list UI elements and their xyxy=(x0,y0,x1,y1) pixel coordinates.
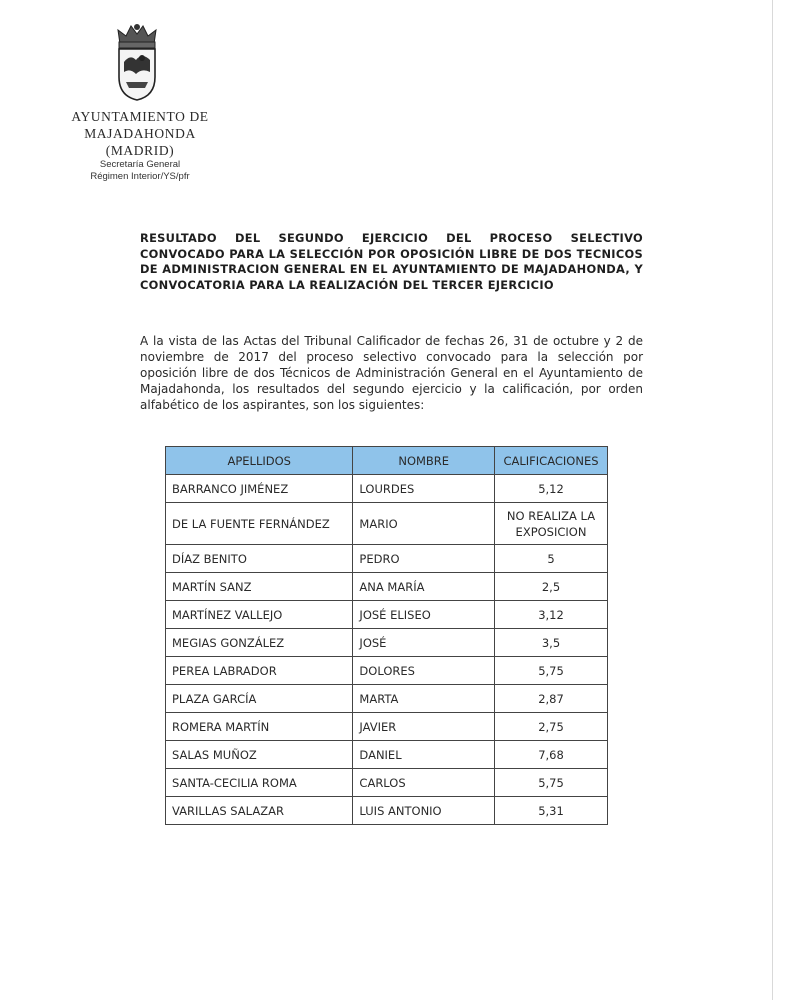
column-header-calificaciones: CALIFICACIONES xyxy=(495,447,608,475)
cell-calificacion: 5 xyxy=(495,545,608,573)
letterhead xyxy=(60,108,220,183)
cell-apellidos: VARILLAS SALAZAR xyxy=(166,797,353,825)
cell-calificacion: 5,12 xyxy=(495,475,608,503)
cell-nombre: DANIEL xyxy=(353,741,495,769)
table-header-row xyxy=(166,447,608,475)
cell-calificacion: 2,87 xyxy=(495,685,608,713)
intro-paragraph: A la vista de las Actas del Tribunal Calificador de fechas 26, 31 de octubre y 2 de noviembre de 2017 del proceso selectivo convocado para la selección por oposición libre de dos Técnicos de Administración General en el Ayuntamiento de Majadahonda, los resultados del segundo ejercicio y la calificación, por orden alfabético de los aspirantes, son los siguientes: xyxy=(140,334,643,412)
cell-apellidos: MARTÍNEZ VALLEJO xyxy=(166,601,353,629)
cell-apellidos: SANTA-CECILIA ROMA xyxy=(166,769,353,797)
cell-apellidos: BARRANCO JIMÉNEZ xyxy=(166,475,353,503)
department-label: Secretaría General xyxy=(99,159,181,170)
letterhead-line-1: AYUNTAMIENTO DE xyxy=(71,109,209,124)
table-row xyxy=(166,713,608,741)
column-header-nombre: NOMBRE xyxy=(353,447,495,475)
cell-apellidos: SALAS MUÑOZ xyxy=(166,741,353,769)
cell-nombre: MARIO xyxy=(353,503,495,545)
cell-calificacion: 7,68 xyxy=(495,741,608,769)
column-header-apellidos: APELLIDOS xyxy=(166,447,353,475)
cell-nombre: JOSÉ ELISEO xyxy=(353,601,495,629)
table-row xyxy=(166,769,608,797)
letterhead-line-2: MAJADAHONDA xyxy=(84,126,196,141)
table-row xyxy=(166,741,608,769)
cell-nombre: ANA MARÍA xyxy=(353,573,495,601)
table-row xyxy=(166,797,608,825)
cell-nombre: JOSÉ xyxy=(353,629,495,657)
table-row xyxy=(166,657,608,685)
cell-nombre: PEDRO xyxy=(353,545,495,573)
results-table xyxy=(165,446,608,825)
cell-apellidos: MEGIAS GONZÁLEZ xyxy=(166,629,353,657)
coat-of-arms-icon xyxy=(112,22,162,102)
table-row xyxy=(166,601,608,629)
cell-nombre: JAVIER xyxy=(353,713,495,741)
table-row xyxy=(166,503,608,545)
cell-apellidos: PLAZA GARCÍA xyxy=(166,685,353,713)
cell-calificacion: 5,75 xyxy=(495,769,608,797)
table-row xyxy=(166,475,608,503)
table-row xyxy=(166,573,608,601)
table-row xyxy=(166,629,608,657)
table-row xyxy=(166,545,608,573)
scan-edge-line xyxy=(772,0,773,1000)
cell-calificacion: 2,75 xyxy=(495,713,608,741)
cell-apellidos: DÍAZ BENITO xyxy=(166,545,353,573)
cell-apellidos: ROMERA MARTÍN xyxy=(166,713,353,741)
cell-calificacion: 3,5 xyxy=(495,629,608,657)
cell-calificacion: 2,5 xyxy=(495,573,608,601)
cell-nombre: CARLOS xyxy=(353,769,495,797)
cell-calificacion: 5,75 xyxy=(495,657,608,685)
cell-calificacion: 3,12 xyxy=(495,601,608,629)
cell-calificacion: NO REALIZA LA EXPOSICION xyxy=(495,503,608,545)
document-title: RESULTADO DEL SEGUNDO EJERCICIO DEL PROCESO SELECTIVO CONVOCADO PARA LA SELECCIÓN POR OPOSICIÓN LIBRE DE DOS TECNICOS DE ADMINISTRACION GENERAL EN EL AYUNTAMIENTO DE MAJADAHONDA, Y CONVOCATORIA PARA LA REALIZACIÓN DEL TERCER EJERCICIO xyxy=(140,231,643,292)
cell-apellidos: DE LA FUENTE FERNÁNDEZ xyxy=(166,503,353,545)
table-row xyxy=(166,685,608,713)
cell-calificacion: 5,31 xyxy=(495,797,608,825)
cell-apellidos: PEREA LABRADOR xyxy=(166,657,353,685)
cell-nombre: MARTA xyxy=(353,685,495,713)
cell-nombre: LUIS ANTONIO xyxy=(353,797,495,825)
cell-nombre: LOURDES xyxy=(353,475,495,503)
reference-label: Régimen Interior/YS/pfr xyxy=(90,171,190,182)
cell-apellidos: MARTÍN SANZ xyxy=(166,573,353,601)
letterhead-line-3: (MADRID) xyxy=(105,143,175,158)
cell-nombre: DOLORES xyxy=(353,657,495,685)
